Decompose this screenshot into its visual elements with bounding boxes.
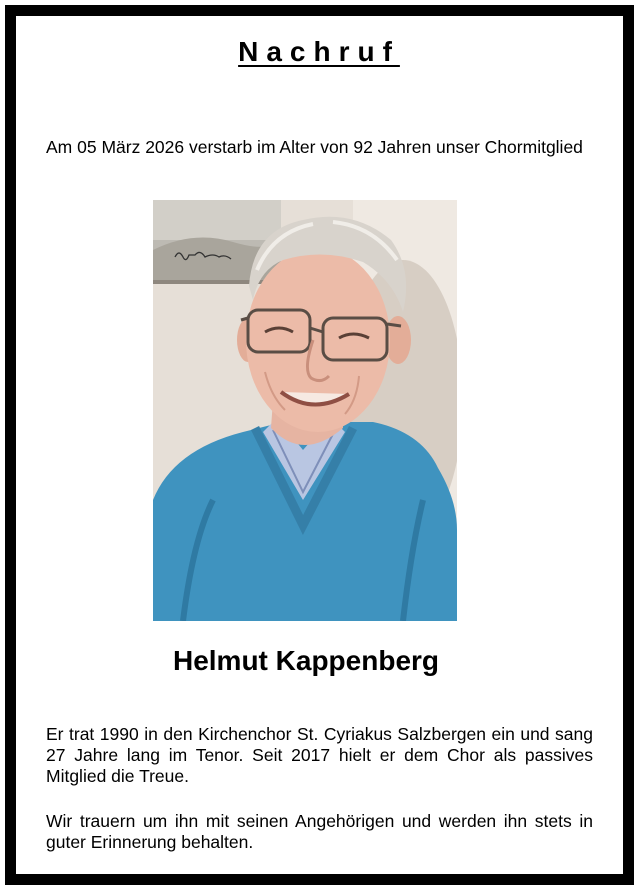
border-seam	[612, 812, 623, 814]
border-seam	[612, 728, 623, 730]
intro-text: Am 05 März 2026 verstarb im Alter von 92 Jahren unser Chormitglied	[46, 137, 583, 157]
portrait-icon	[153, 200, 457, 621]
border-seam	[16, 728, 27, 730]
border-seam	[16, 812, 27, 814]
border-seam	[612, 646, 623, 648]
page-title: Nachruf	[238, 36, 400, 67]
condolence-paragraph: Wir trauern um ihn mit seinen Angehörigen und werden ihn stets in guter Erinnerung behalten.	[46, 811, 593, 852]
border-seam	[612, 118, 623, 120]
biography-paragraph: Er trat 1990 in den Kirchenchor St. Cyriakus Salzbergen ein und sang 27 Jahre lang im Tenor. Seit 2017 hielt er dem Chor als passives Mitglied die Treue.	[46, 724, 593, 786]
portrait-photo	[153, 200, 457, 621]
deceased-name: Helmut Kappenberg	[172, 645, 440, 676]
border-seam	[16, 118, 27, 120]
